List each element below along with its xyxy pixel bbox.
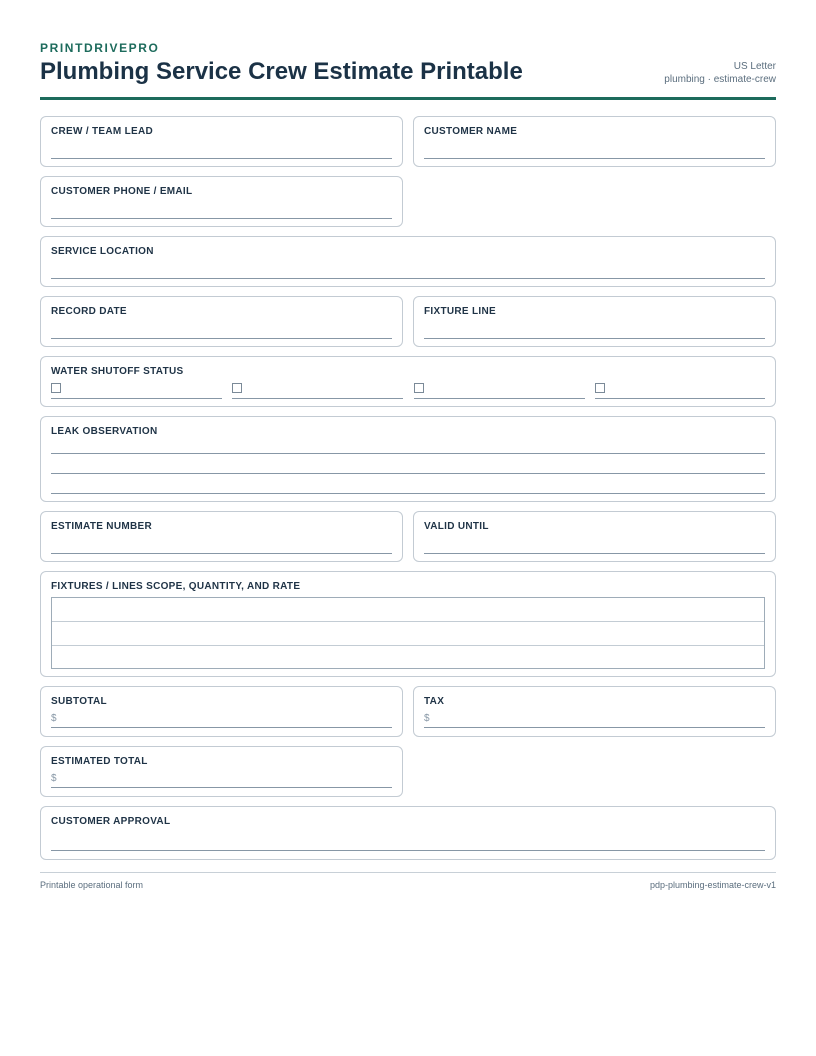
water-shutoff-field [40,356,776,407]
shutoff-option-2[interactable] [232,381,403,399]
customer-approval-signature-line[interactable] [51,850,765,851]
subtotal-currency: $ [51,713,57,724]
water-shutoff-label: WATER SHUTOFF STATUS [51,366,184,377]
customer-contact-field[interactable] [40,176,403,227]
fixture-line-write-line[interactable] [424,338,765,339]
service-location-field[interactable] [40,236,776,287]
estimate-number-write-line[interactable] [51,553,392,554]
leak-observation-line-3[interactable] [51,493,765,494]
valid-until-field[interactable] [413,511,776,562]
subtotal-field[interactable] [40,686,403,737]
header-rule [40,97,776,100]
scope-table-section [40,571,776,677]
leak-observation-field[interactable] [40,416,776,502]
estimated-total-label: ESTIMATED TOTAL [51,756,148,767]
footer-rule [40,872,776,873]
valid-until-write-line[interactable] [424,553,765,554]
leak-observation-line-1[interactable] [51,453,765,454]
page-title: Plumbing Service Crew Estimate Printable [40,58,523,85]
subtotal-write-line[interactable] [51,727,392,728]
estimate-number-field[interactable] [40,511,403,562]
scope-table[interactable] [51,597,765,669]
checkbox[interactable] [595,383,605,393]
leak-observation-line-2[interactable] [51,473,765,474]
customer-name-label: CUSTOMER NAME [424,126,518,137]
crew-lead-label: CREW / TEAM LEAD [51,126,154,137]
shutoff-option-4[interactable] [595,381,765,399]
brand-name: PRINTDRIVEPRO [40,41,160,55]
customer-name-write-line[interactable] [424,158,765,159]
customer-contact-write-line[interactable] [51,218,392,219]
estimated-total-write-line[interactable] [51,787,392,788]
checkbox[interactable] [51,383,61,393]
crew-lead-write-line[interactable] [51,158,392,159]
subtotal-label: SUBTOTAL [51,696,107,707]
footer-form-id: pdp-plumbing-estimate-crew-v1 [649,880,776,890]
table-row-divider [52,621,764,622]
shutoff-option-1[interactable] [51,381,222,399]
customer-approval-label: CUSTOMER APPROVAL [51,816,171,827]
tax-label: TAX [424,696,445,707]
record-date-write-line[interactable] [51,338,392,339]
record-date-field[interactable] [40,296,403,347]
table-row-divider [52,645,764,646]
fixture-line-field[interactable] [413,296,776,347]
shutoff-option-3[interactable] [414,381,585,399]
tax-currency: $ [424,713,430,724]
estimated-total-currency: $ [51,773,57,784]
service-location-label: SERVICE LOCATION [51,246,154,257]
footer-left-text: Printable operational form [40,880,144,890]
checkbox[interactable] [414,383,424,393]
leak-observation-label: LEAK OBSERVATION [51,426,158,437]
tax-write-line[interactable] [424,727,765,728]
checkbox[interactable] [232,383,242,393]
form-tags: plumbing · estimate-crew [664,74,776,85]
estimate-number-label: ESTIMATE NUMBER [51,521,152,532]
valid-until-label: VALID UNTIL [424,521,489,532]
fixture-line-label: FIXTURE LINE [424,306,496,317]
record-date-label: RECORD DATE [51,306,127,317]
customer-name-field[interactable] [413,116,776,167]
customer-approval-field[interactable] [40,806,776,860]
scope-table-label: FIXTURES / LINES SCOPE, QUANTITY, AND RATE [51,581,301,592]
tax-field[interactable] [413,686,776,737]
crew-lead-field[interactable] [40,116,403,167]
service-location-write-line[interactable] [51,278,765,279]
page-meta [664,60,776,86]
estimated-total-field[interactable] [40,746,403,797]
customer-contact-label: CUSTOMER PHONE / EMAIL [51,186,193,197]
paper-size: US Letter [733,61,776,72]
